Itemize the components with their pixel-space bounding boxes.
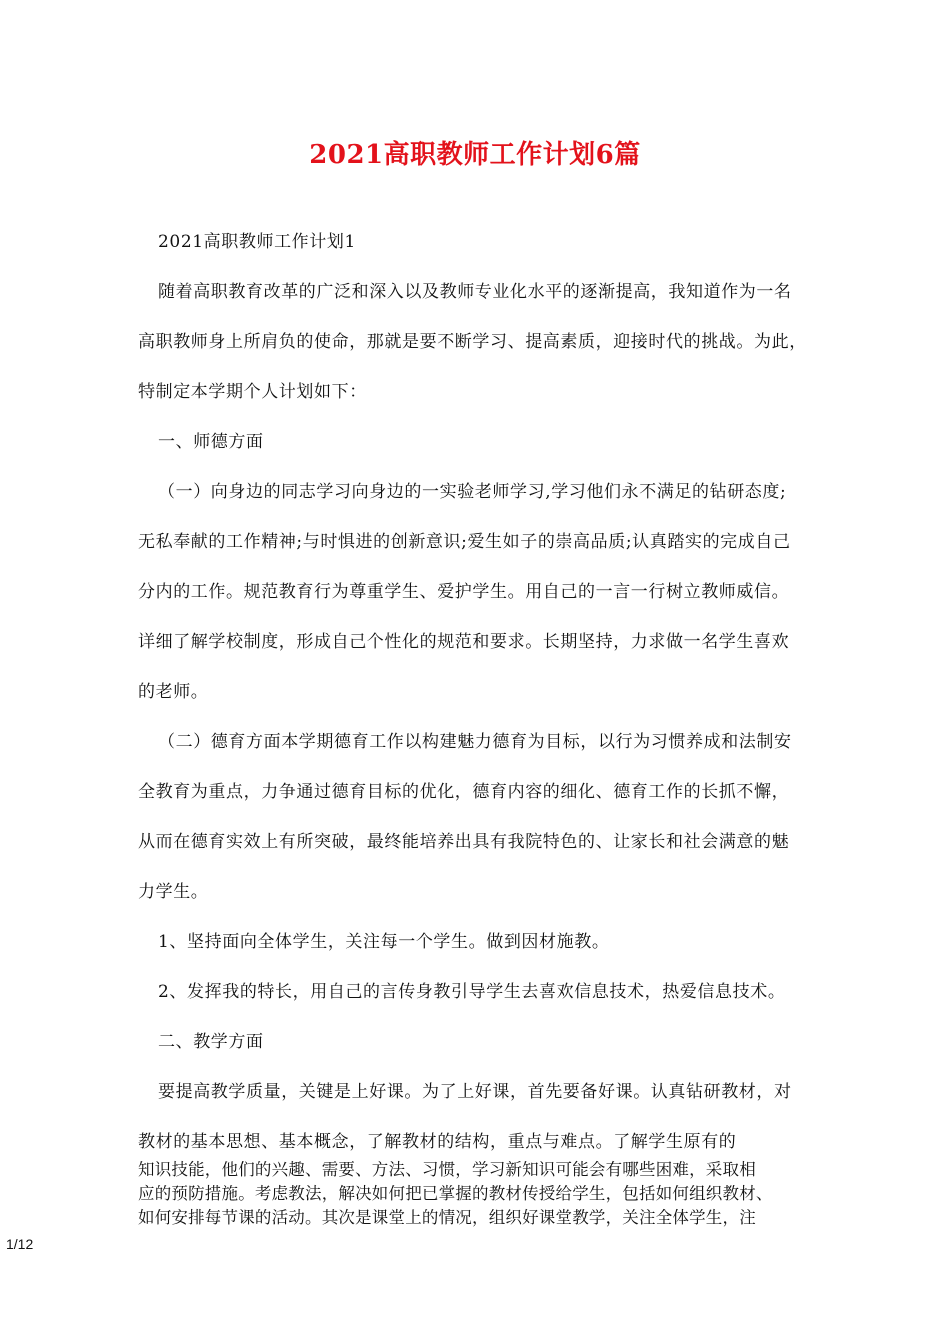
paragraph-line: 要提高教学质量，关键是上好课。为了上好课，首先要备好课。认真钻研教材，对 — [158, 1082, 792, 1102]
list-item: 2、发挥我的特长，用自己的言传身教引导学生去喜欢信息技术，热爱信息技术。 — [158, 982, 786, 1002]
paragraph-line: 应的预防措施。考虑教法，解决如何把已掌握的教材传授给学生，包括如何组织教材、 — [138, 1184, 773, 1203]
paragraph-line: 特制定本学期个人计划如下： — [138, 382, 367, 402]
paragraph-line: 从而在德育实效上有所突破，最终能培养出具有我院特色的、让家长和社会满意的魅 — [138, 832, 790, 852]
section-heading: 一、师德方面 — [158, 432, 264, 452]
paragraph-line: 高职教师身上所肩负的使命，那就是要不断学习、提高素质，迎接时代的挑战。为此， — [138, 332, 807, 352]
page-indicator: 1/12 — [6, 1236, 34, 1252]
paragraph-line: （一）向身边的同志学习向身边的一实验老师学习,学习他们永不满足的钻研态度; — [158, 482, 787, 502]
paragraph-line: （二）德育方面本学期德育工作以构建魅力德育为目标，以行为习惯养成和法制安 — [158, 732, 792, 752]
paragraph-line: 如何安排每节课的活动。其次是课堂上的情况，组织好课堂教学，关注全体学生，注 — [138, 1208, 756, 1227]
document-title: 2021高职教师工作计划6篇 — [309, 140, 641, 170]
paragraph-line: 无私奉献的工作精神;与时惧进的创新意识;爱生如子的崇高品质;认真踏实的完成自己 — [138, 532, 791, 552]
paragraph-line: 知识技能，他们的兴趣、需要、方法、习惯，学习新知识可能会有哪些困难，采取相 — [138, 1160, 756, 1179]
section-heading: 二、教学方面 — [158, 1032, 264, 1052]
paragraph-line: 全教育为重点，力争通过德育目标的优化，德育内容的细化、德育工作的长抓不懈， — [138, 782, 790, 802]
paragraph-line: 详细了解学校制度，形成自己个性化的规范和要求。长期坚持，力求做一名学生喜欢 — [138, 632, 790, 652]
list-item: 1、坚持面向全体学生，关注每一个学生。做到因材施教。 — [158, 932, 610, 952]
paragraph-line: 随着高职教育改革的广泛和深入以及教师专业化水平的逐渐提高，我知道作为一名 — [158, 282, 792, 302]
paragraph-line: 的老师。 — [138, 682, 209, 702]
paragraph-line: 教材的基本思想、基本概念，了解教材的结构，重点与难点。了解学生原有的 — [138, 1132, 737, 1152]
paragraph-line: 力学生。 — [138, 882, 209, 902]
paragraph-line: 分内的工作。规范教育行为尊重学生、爱护学生。用自己的一言一行树立教师威信。 — [138, 582, 790, 602]
section-heading: 2021高职教师工作计划1 — [158, 232, 356, 252]
